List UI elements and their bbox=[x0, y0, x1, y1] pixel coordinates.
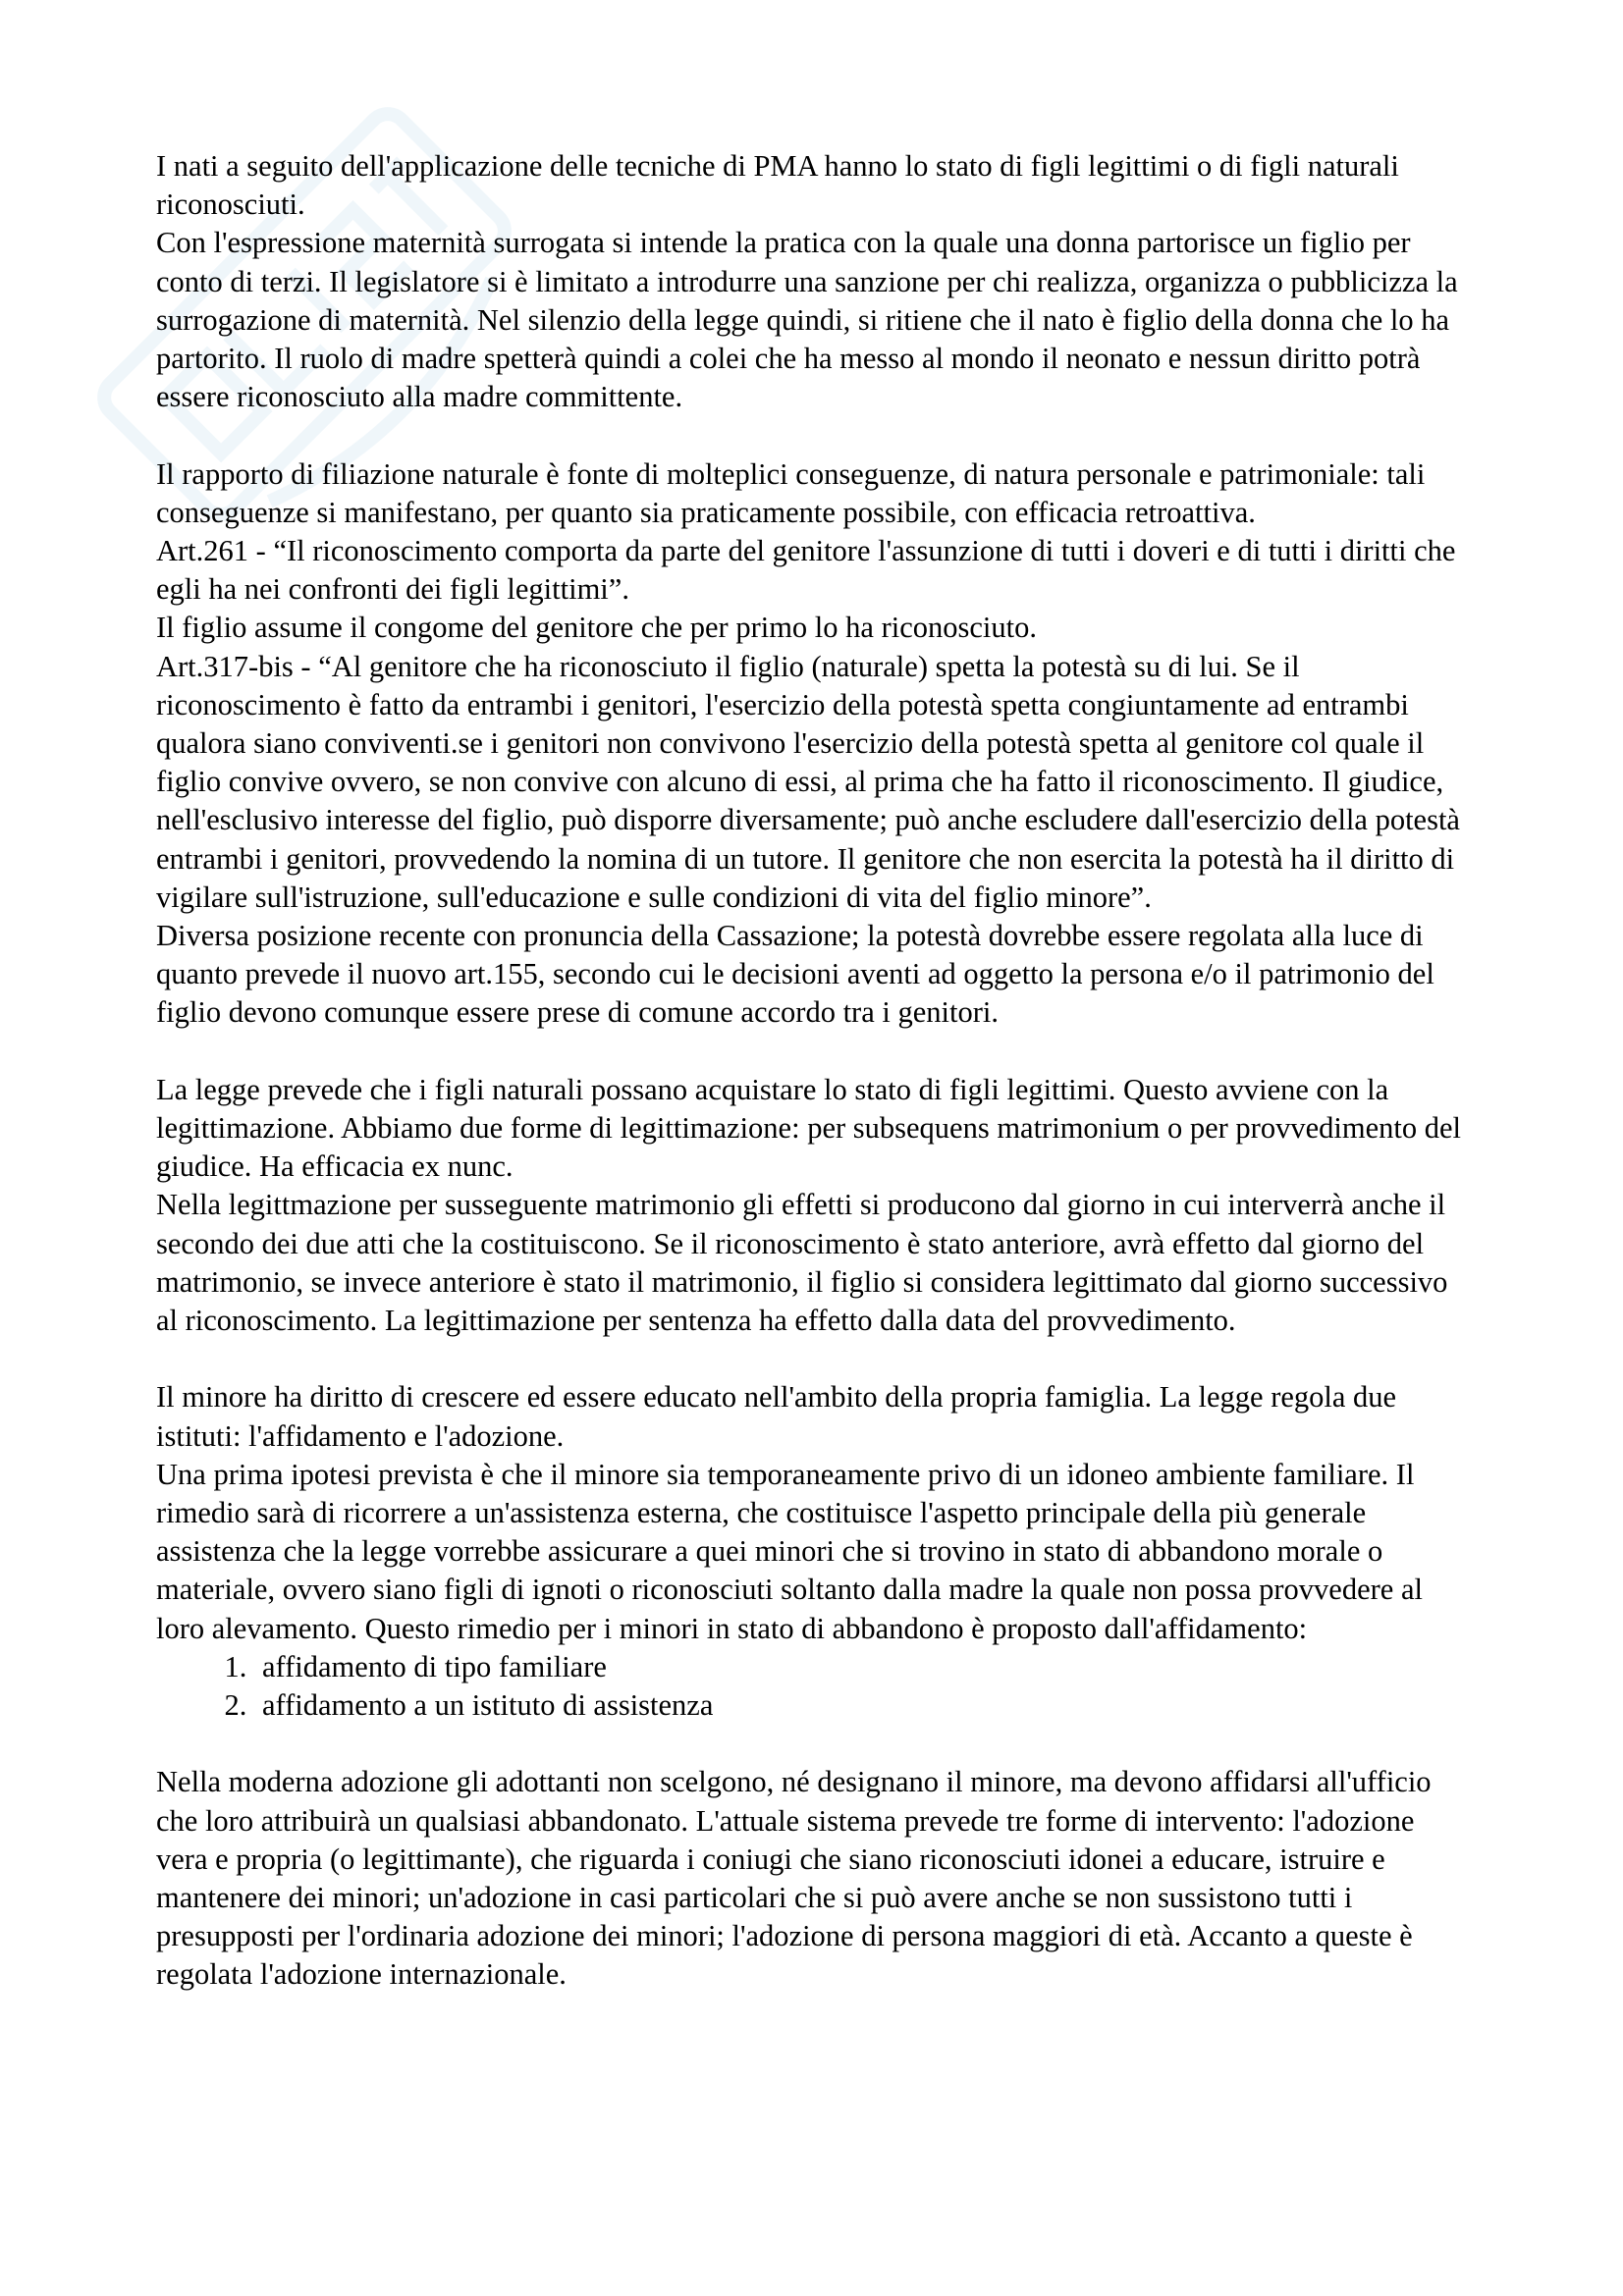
numbered-list bbox=[156, 1648, 1472, 1725]
paragraph: La legge prevede che i figli naturali possano acquistare lo stato di figli legittimi. Questo avviene con la legittimazione. Abbiamo due forme di legittimazione: per subsequens matrimonium o per provvedimento del giudice. Ha efficacia ex nunc. bbox=[156, 1072, 1461, 1184]
paragraph: I nati a seguito dell'applicazione delle tecniche di PMA hanno lo stato di figli legittimi o di figli naturali riconosciuti. bbox=[156, 149, 1399, 222]
paragraph: Nella legittmazione per susseguente matrimonio gli effetti si producono dal giorno in cui interverrà anche il secondo dei due atti che la costituiscono. Se il riconoscimento è stato anteriore, avrà effetto dal giorno del matrimonio, se invece anteriore è stato il matrimonio, il figlio si considera legittimato dal giorno successivo al riconoscimento. La legittimazione per sentenza ha effetto dalla data del provvedimento. bbox=[156, 1188, 1448, 1338]
article-quote: Art.261 - “Il riconoscimento comporta da parte del genitore l'assunzione di tutti i doveri e di tutti i diritti che egli ha nei confronti dei figli legittimi”. bbox=[156, 534, 1456, 607]
paragraph: Una prima ipotesi prevista è che il minore sia temporaneamente privo di un idoneo ambiente familiare. Il rimedio sarà di ricorrere a un'assistenza esterna, che costituisce l'aspetto principale della più generale assistenza che la legge vorrebbe assicurare a quei minori che si trovino in stato di abbandono morale o materiale, ovvero siano figli di ignoti o riconosciuti soltanto dalla madre la quale non possa provvedere al loro alevamento. Questo rimedio per i minori in stato di abbandono è proposto dall'affidamento: bbox=[156, 1457, 1423, 1645]
article-quote: Art.317-bis - “Al genitore che ha riconosciuto il figlio (naturale) spetta la potestà su di lui. Se il riconoscimento è fatto da entrambi i genitori, l'esercizio della potestà spetta congiuntamente ad entrambi qualora siano conviventi.se i genitori non convivono l'esercizio della potestà spetta al genitore col quale il figlio convive ovvero, se non convive con alcuno di essi, al prima che ha fatto il riconoscimento. Il giudice, nell'esclusivo interesse del figlio, può disporre diversamente; può anche escludere dall'esercizio della potestà entrambi i genitori, provvedendo la nomina di un tutore. Il genitore che non esercita la potestà ha il diritto di vigilare sull'istruzione, sull'educazione e sulle condizioni di vita del figlio minore”. bbox=[156, 649, 1460, 914]
document-body bbox=[156, 147, 1472, 1995]
paragraph: Con l'espressione maternità surrogata si intende la pratica con la quale una donna partorisce un figlio per conto di terzi. Il legislatore si è limitato a introdurre una sanzione per chi realizza, organizza o pubblicizza la surrogazione di maternità. Nel silenzio della legge quindi, si ritiene che il nato è figlio della donna che lo ha partorito. Il ruolo di madre spetterà quindi a colei che ha messo al mondo il neonato e nessun diritto potrà essere riconosciuto alla madre committente. bbox=[156, 226, 1458, 414]
paragraph: Diversa posizione recente con pronuncia della Cassazione; la potestà dovrebbe essere regolata alla luce di quanto prevede il nuovo art.155, secondo cui le decisioni aventi ad oggetto la persona e/o il patrimonio del figlio devono comunque essere prese di comune accordo tra i genitori. bbox=[156, 919, 1434, 1030]
list-item: 1. affidamento di tipo familiare bbox=[254, 1648, 1472, 1686]
paragraph: Il figlio assume il congome del genitore che per primo lo ha riconosciuto. bbox=[156, 611, 1037, 645]
list-item: 2. affidamento a un istituto di assistenza bbox=[254, 1686, 1472, 1725]
paragraph: Nella moderna adozione gli adottanti non scelgono, né designano il minore, ma devono affidarsi all'ufficio che loro attribuirà un qualsiasi abbandonato. L'attuale sistema prevede tre forme di intervento: l'adozione vera e propria (o legittimante), che riguarda i coniugi che siano riconosciuti idonei a educare, istruire e mantenere dei minori; un'adozione in casi particolari che si può avere anche se non sussistono tutti i presupposti per l'ordinaria adozione dei minori; l'adozione di persona maggiori di età. Accanto a queste è regolata l'adozione internazionale. bbox=[156, 1765, 1432, 1992]
paragraph: Il rapporto di filiazione naturale è fonte di molteplici conseguenze, di natura personale e patrimoniale: tali conseguenze si manifestano, per quanto sia praticamente possibile, con efficacia retroattiva. bbox=[156, 456, 1426, 529]
paragraph: Il minore ha diritto di crescere ed essere educato nell'ambito della propria famiglia. La legge regola due istituti: l'affidamento e l'adozione. bbox=[156, 1380, 1397, 1453]
